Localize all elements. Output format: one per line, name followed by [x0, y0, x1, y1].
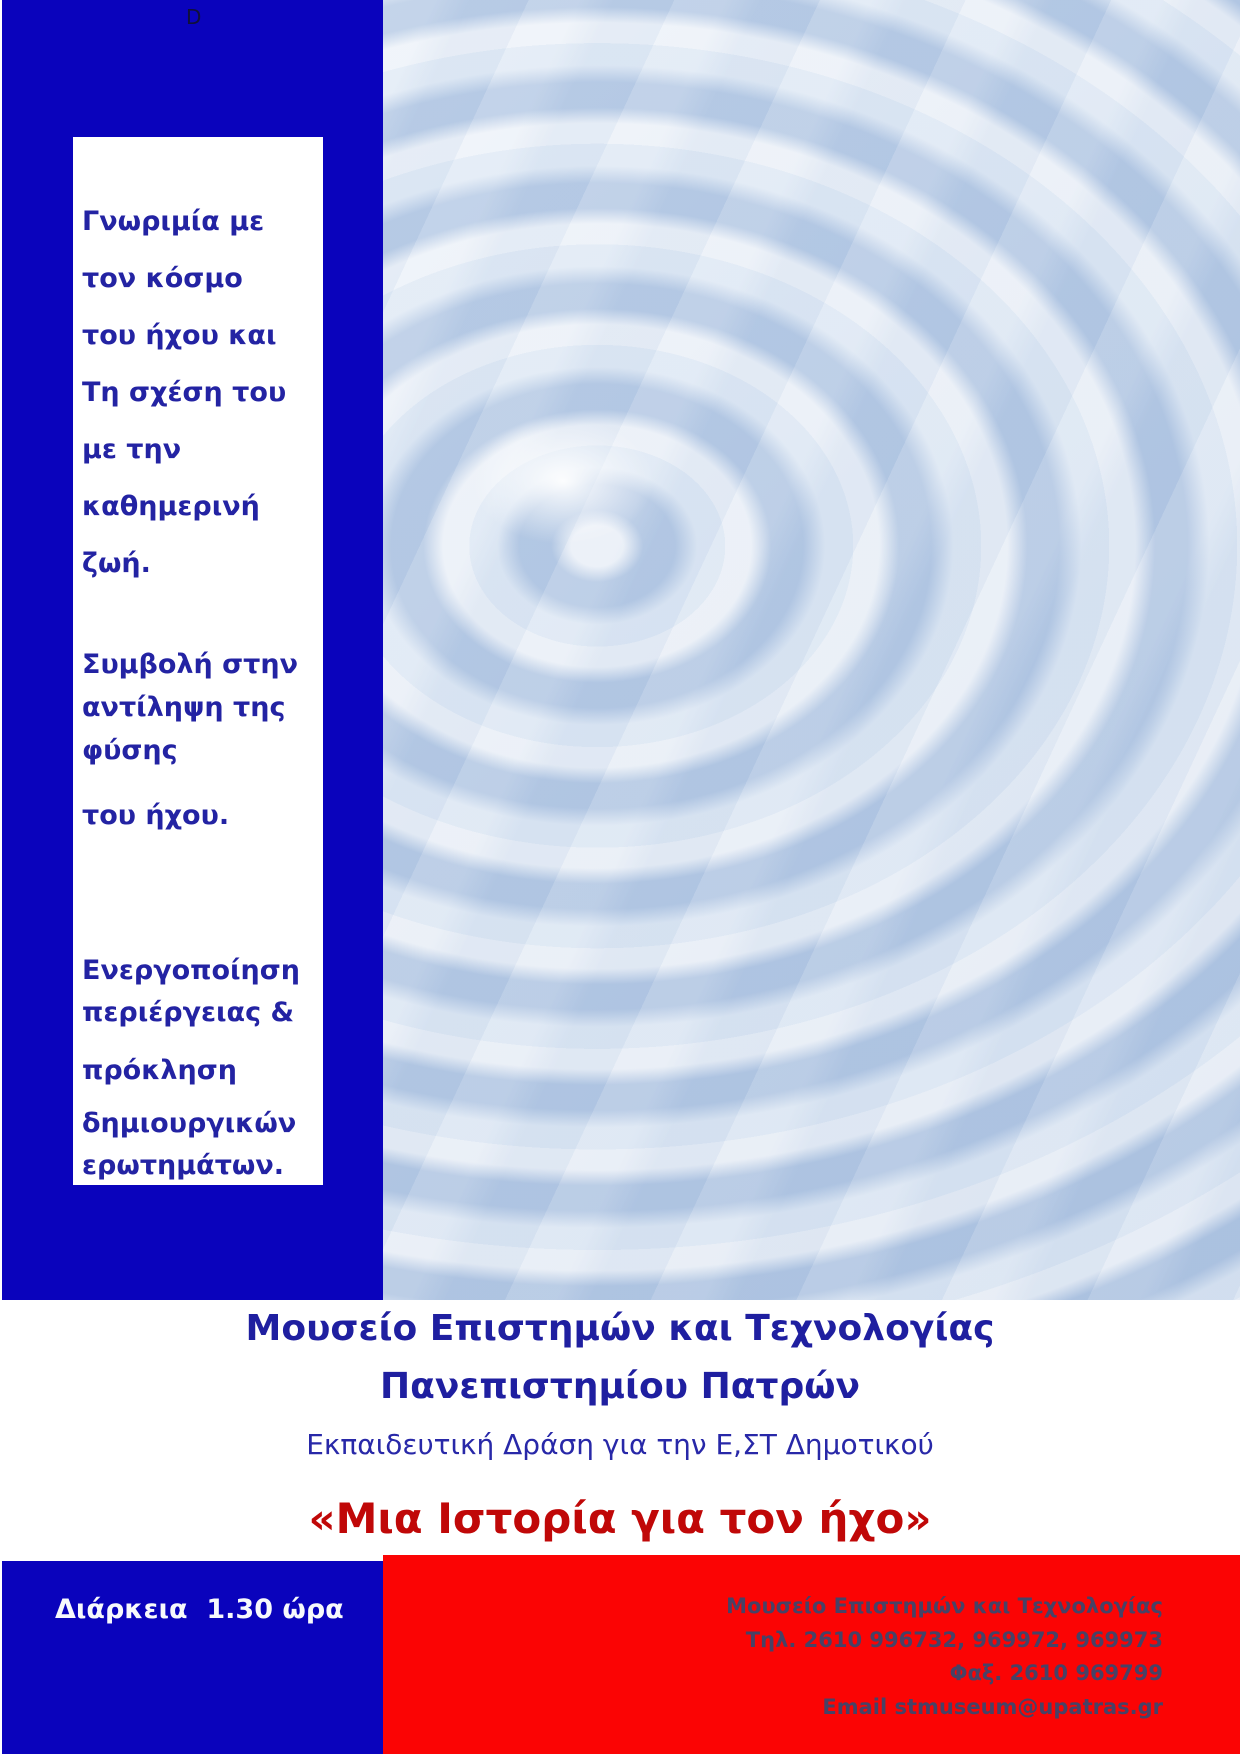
contact-email: Email stmuseum@upatras.gr — [822, 1694, 1163, 1719]
info-line: φύσης — [82, 735, 178, 766]
museum-title-line1: Μουσείο Επιστημών και Τεχνολογίας — [245, 1308, 995, 1349]
info-line: περιέργειας & — [82, 997, 295, 1028]
contact-fax: Φαξ. 2610 969799 — [949, 1661, 1163, 1685]
info-line: Γνωριμία με — [82, 206, 265, 237]
footer-blue-block — [2, 1561, 383, 1754]
museum-title-line2: Πανεπιστημίου Πατρών — [379, 1366, 861, 1407]
info-card — [73, 137, 323, 1185]
info-line: Ενεργοποίηση — [82, 955, 301, 986]
contact-phone: Τηλ. 2610 996732, 969972, 969973 — [745, 1627, 1163, 1652]
info-line: αντίληψη της — [82, 692, 286, 723]
info-line: ζωή. — [82, 548, 151, 579]
info-line: πρόκληση — [82, 1055, 237, 1086]
info-line: δημιουργικών — [82, 1108, 297, 1139]
info-line: του ήχου και — [82, 320, 277, 351]
info-line: του ήχου. — [82, 800, 230, 831]
water-ripple-image — [383, 0, 1240, 1300]
info-line: ερωτημάτων. — [82, 1150, 285, 1181]
info-line: τον κόσμο — [82, 263, 243, 294]
stray-d-mark: D — [186, 5, 202, 29]
contact-org: Μουσείο Επιστημών και Τεχνολογίας — [726, 1594, 1163, 1618]
info-line: Τη σχέση του — [82, 377, 287, 408]
event-title: «Μια Ιστορία για τον ήχο» — [308, 1494, 932, 1543]
activity-subtitle: Εκπαιδευτική Δράση για την Ε,ΣΤ Δημοτικού — [306, 1428, 934, 1461]
contact-block — [726, 1590, 1163, 1724]
info-line: Συμβολή στην — [82, 649, 298, 680]
info-line: με την — [82, 434, 182, 465]
info-line: καθημερινή — [82, 491, 260, 522]
duration-label: Διάρκεια 1.30 ώρα — [55, 1594, 344, 1625]
